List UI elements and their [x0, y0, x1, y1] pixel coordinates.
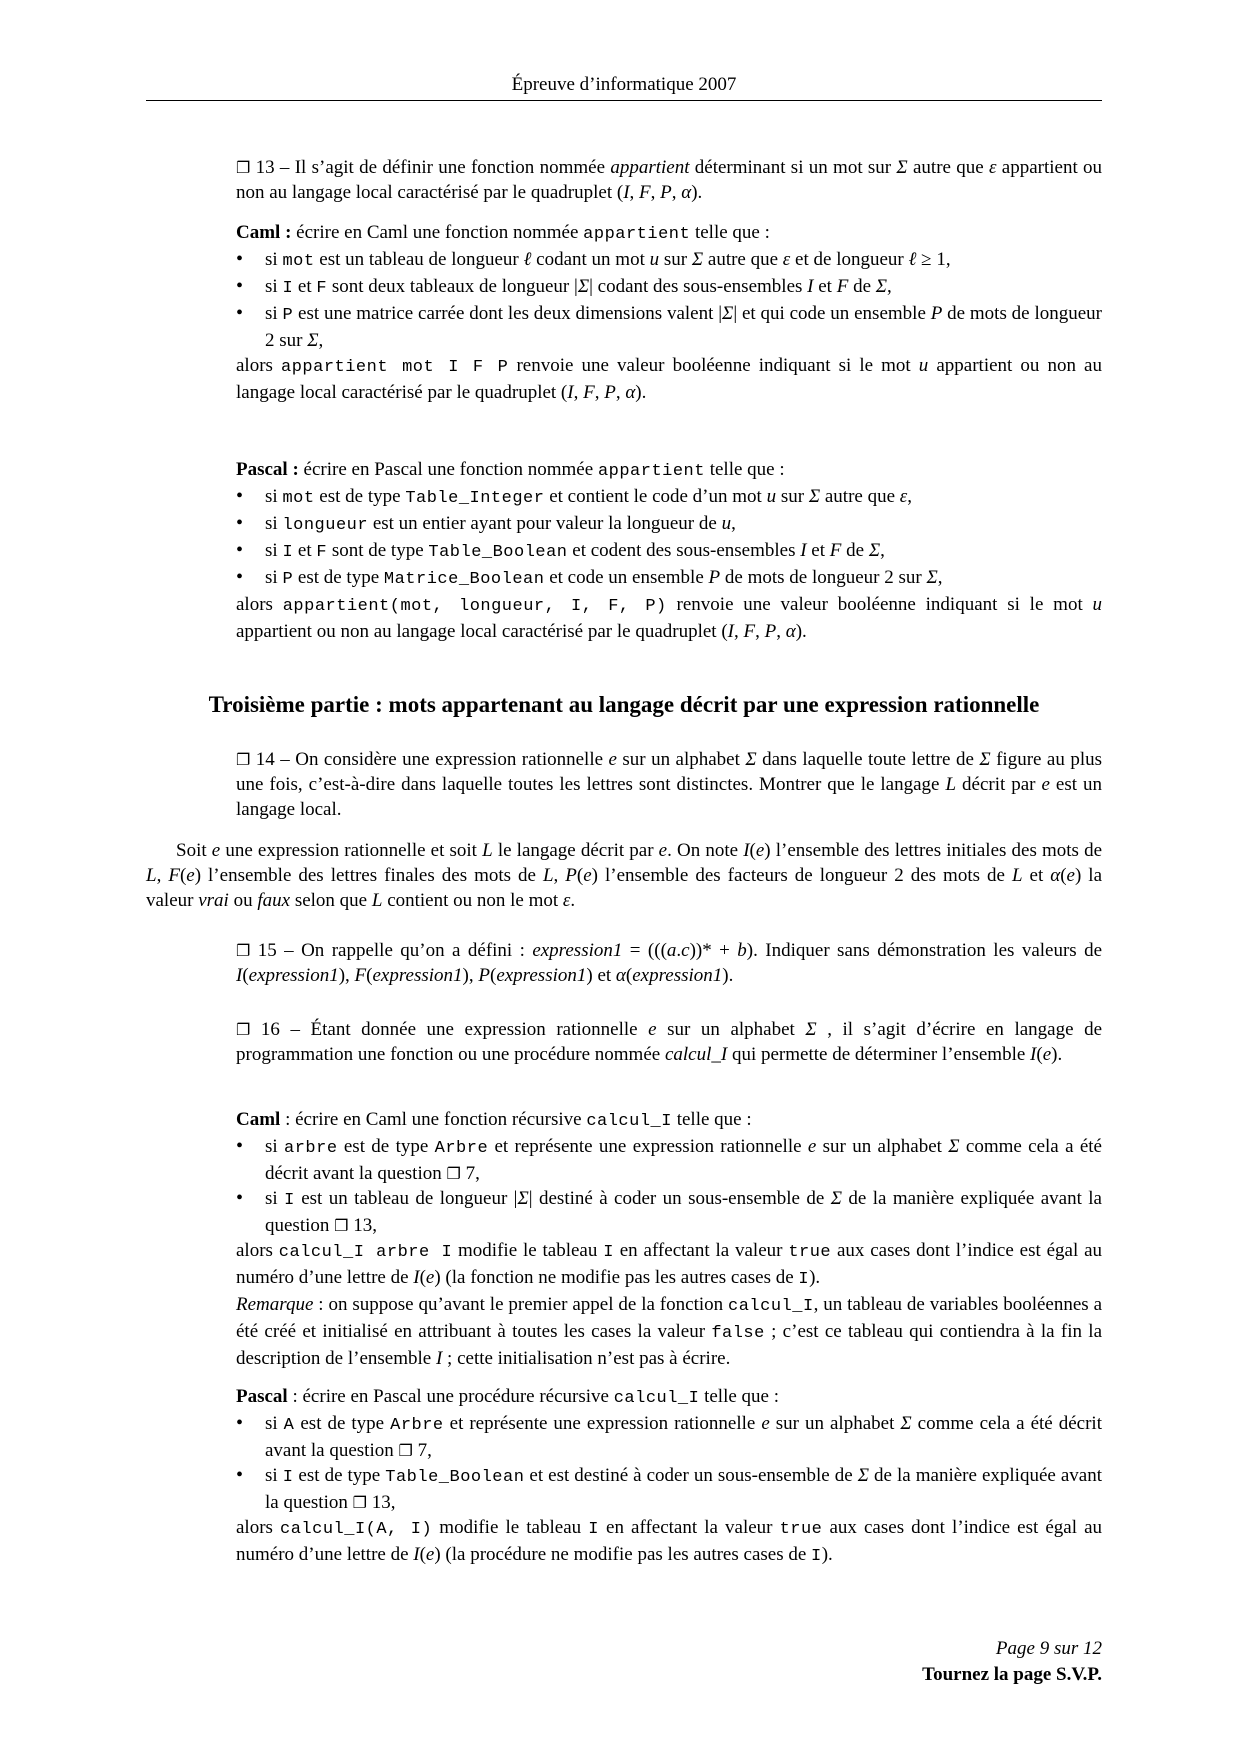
list-item: • si P est une matrice carrée dont les deux dimensions valent |Σ| et qui code un ensemble P de mots de longueur 2 sur Σ, — [236, 301, 1102, 353]
question-15-text: ❐ 15 – On rappelle qu’on a défini : expression1 = (((a.c))* + b). Indiquer sans démonstration les valeurs de I(expression1), F(expression1), P(expression1) et α(expression1). — [236, 940, 1103, 986]
checkbox-icon: ❐ — [398, 1441, 413, 1460]
page-number: Page 9 sur 12 — [995, 1638, 1102, 1659]
turn-page-note: Tournez la page S.V.P. — [922, 1664, 1102, 1685]
list-item: • si I est de type Table_Boolean et est destiné à coder un sous-ensemble de Σ de la manière expliquée avant la question ❐ 13, — [236, 1463, 1102, 1515]
definitions-text: Soit e une expression rationnelle et soit L le langage décrit par e. On note I(e) l’ensemble des lettres initiales des mots de L, F(e) l’ensemble des lettres finales des mots de L, P(e) l’ensemble des facteurs de longueur 2 des mots de L et α(e) la valeur vrai ou faux selon que L contient ou non le mot ε. — [146, 840, 1103, 911]
checkbox-icon: ❐ — [334, 1216, 349, 1235]
header-rule — [146, 100, 1102, 101]
pascal-16-list — [236, 1411, 1102, 1515]
list-item: • si mot est un tableau de longueur ℓ codant un mot u sur Σ autre que ε et de longueur ℓ ≥ 1, — [236, 247, 1102, 274]
checkbox-icon: ❐ — [236, 750, 251, 769]
caml-13-list — [236, 247, 1102, 353]
question-14 — [236, 747, 1102, 822]
list-item: • si I et F sont de type Table_Boolean et codent des sous-ensembles I et F de Σ, — [236, 538, 1102, 565]
pascal-16 — [236, 1384, 1102, 1569]
list-item: • si arbre est de type Arbre et représente une expression rationnelle e sur un alphabet Σ comme cela a été décrit avant la question ❐ 7, — [236, 1134, 1102, 1186]
pascal-13 — [236, 457, 1102, 644]
list-item: • si mot est de type Table_Integer et contient le code d’un mot u sur Σ autre que ε, — [236, 484, 1102, 511]
list-item: • si longueur est un entier ayant pour valeur la longueur de u, — [236, 511, 1102, 538]
checkbox-icon: ❐ — [236, 941, 251, 960]
caml-16-remark: Remarque : on suppose qu’avant le premier appel de la fonction calcul_I, un tableau de variables booléennes a été créé et initialisé en attribuant à toutes les cases la valeur false ; c’est ce tableau qui contiendra à la fin la description de l’ensemble I ; cette initialisation n’est pas à écrire. — [236, 1294, 1103, 1369]
caml-16-intro: Caml : écrire en Caml une fonction récursive calcul_I telle que : — [236, 1109, 752, 1131]
page-footer — [922, 1636, 1102, 1688]
caml-13-then: alors appartient mot I F P renvoie une valeur booléenne indiquant si le mot u appartient ou non au langage local caractérisé par le quadruplet (I, F, P, α). — [236, 355, 1102, 403]
question-15 — [236, 938, 1102, 988]
definitions-paragraph — [146, 838, 1102, 913]
page-header: Épreuve d’informatique 2007 — [511, 74, 737, 95]
caml-13 — [236, 220, 1102, 405]
checkbox-icon: ❐ — [236, 1020, 251, 1039]
pascal-13-intro: Pascal : écrire en Pascal une fonction nommée appartient telle que : — [236, 459, 785, 481]
question-14-text: ❐ 14 – On considère une expression rationnelle e sur un alphabet Σ dans laquelle toute lettre de Σ figure au plus une fois, c’est-à-dire dans laquelle toutes les lettres sont distinctes. Montrer que le langage L décrit par e est un langage local. — [236, 749, 1102, 820]
pascal-13-then: alors appartient(mot, longueur, I, F, P) renvoie une valeur booléenne indiquant si le mot u appartient ou non au langage local caractérisé par le quadruplet (I, F, P, α). — [236, 594, 1103, 642]
checkbox-icon: ❐ — [446, 1164, 461, 1183]
pascal-16-then: alors calcul_I(A, I) modifie le tableau I en affectant la valeur true aux cases dont l’indice est égal au numéro d’une lettre de I(e) (la procédure ne modifie pas les autres cases de I). — [236, 1517, 1103, 1566]
question-16-text: ❐ 16 – Étant donnée une expression rationnelle e sur un alphabet Σ , il s’agit d’écrire en langage de programmation une fonction ou une procédure nommée calcul_I qui permette de déterminer l’ensemble I(e). — [236, 1019, 1103, 1065]
caml-16-list — [236, 1134, 1102, 1238]
list-item: • si P est de type Matrice_Boolean et code un ensemble P de mots de longueur 2 sur Σ, — [236, 565, 1102, 592]
checkbox-icon: ❐ — [352, 1493, 367, 1512]
question-13 — [236, 155, 1102, 205]
caml-13-intro: Caml : écrire en Caml une fonction nommée appartient telle que : — [236, 222, 770, 244]
list-item: • si A est de type Arbre et représente une expression rationnelle e sur un alphabet Σ comme cela a été décrit avant la question ❐ 7, — [236, 1411, 1102, 1463]
pascal-13-list — [236, 484, 1102, 592]
caml-16-then: alors calcul_I arbre I modifie le tableau I en affectant la valeur true aux cases dont l’indice est égal au numéro d’une lettre de I(e) (la fonction ne modifie pas les autres cases de I). — [236, 1240, 1102, 1289]
pascal-16-intro: Pascal : écrire en Pascal une procédure récursive calcul_I telle que : — [236, 1386, 780, 1408]
question-16 — [236, 1017, 1102, 1067]
checkbox-icon: ❐ — [236, 158, 251, 177]
list-item: • si I est un tableau de longueur |Σ| destiné à coder un sous-ensemble de Σ de la manière expliquée avant la question ❐ 13, — [236, 1186, 1102, 1238]
list-item: • si I et F sont deux tableaux de longueur |Σ| codant des sous-ensembles I et F de Σ, — [236, 274, 1102, 301]
caml-16 — [236, 1107, 1102, 1371]
section-title: Troisième partie : mots appartenant au langage décrit par une expression rationnelle — [208, 692, 1040, 717]
question-13-text: ❐ 13 – Il s’agit de définir une fonction nommée appartient déterminant si un mot sur Σ autre que ε appartient ou non au langage local caractérisé par le quadruplet (I, F, P, α). — [236, 157, 1103, 203]
